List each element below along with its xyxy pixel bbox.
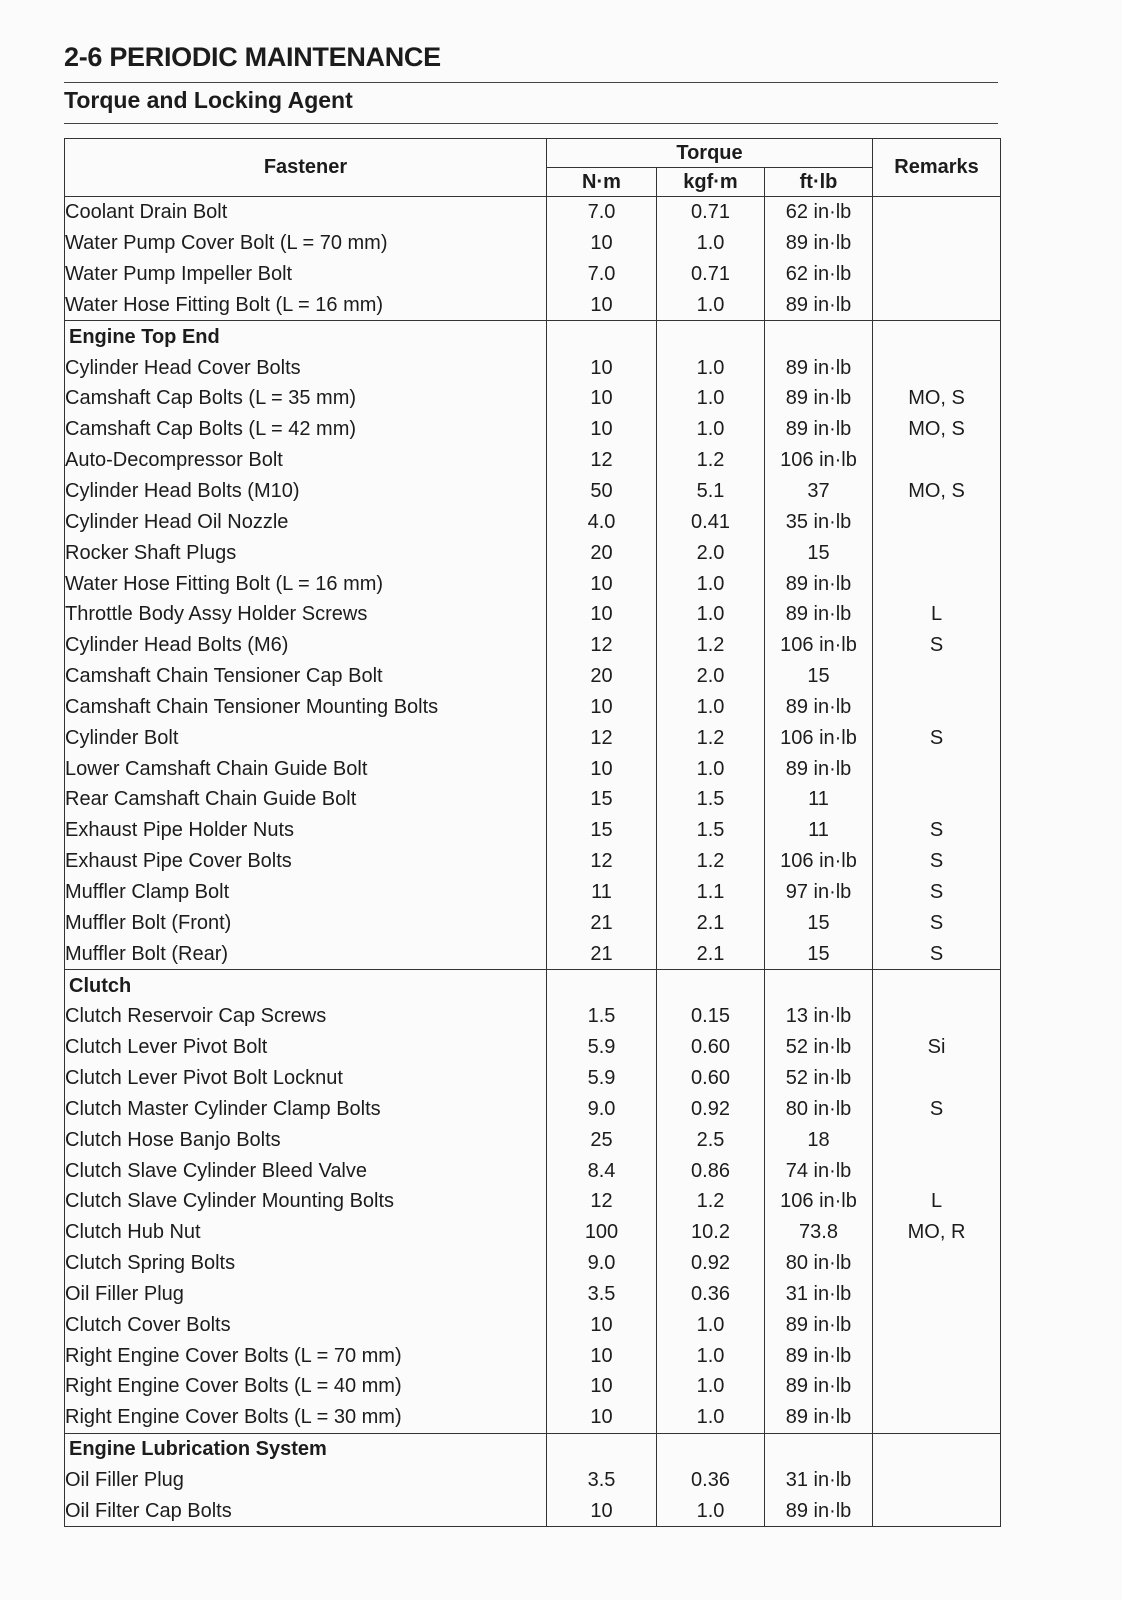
kgfm-cell: 2.0 — [657, 661, 765, 692]
remarks-cell: MO, R — [873, 1217, 1001, 1248]
remarks-cell — [873, 259, 1001, 290]
remarks-cell — [873, 1402, 1001, 1433]
fastener-cell: Rocker Shaft Plugs — [65, 537, 547, 568]
remarks-cell: Si — [873, 1032, 1001, 1063]
nm-cell: 10 — [547, 352, 657, 383]
remarks-cell — [873, 1279, 1001, 1310]
fastener-cell: Right Engine Cover Bolts (L = 30 mm) — [65, 1402, 547, 1433]
ftlb-cell: 106 in·lb — [765, 722, 873, 753]
nm-cell: 10 — [547, 1495, 657, 1526]
kgfm-cell: 1.0 — [657, 1340, 765, 1371]
kgfm-cell: 1.0 — [657, 568, 765, 599]
fastener-cell: Clutch Spring Bolts — [65, 1248, 547, 1279]
nm-cell: 12 — [547, 846, 657, 877]
ftlb-cell: 35 in·lb — [765, 506, 873, 537]
torque-header: Torque — [547, 139, 873, 168]
kgfm-cell: 1.0 — [657, 1402, 765, 1433]
kgfm-cell: 0.41 — [657, 506, 765, 537]
fastener-cell: Right Engine Cover Bolts (L = 70 mm) — [65, 1340, 547, 1371]
fastener-cell: Camshaft Cap Bolts (L = 35 mm) — [65, 383, 547, 414]
empty-cell — [765, 970, 873, 1001]
remarks-cell — [873, 1495, 1001, 1526]
table-row — [65, 1248, 1001, 1279]
remarks-cell — [873, 1309, 1001, 1340]
table-row — [65, 1155, 1001, 1186]
table-row — [65, 599, 1001, 630]
kgfm-cell: 10.2 — [657, 1217, 765, 1248]
remarks-cell: S — [873, 1093, 1001, 1124]
nm-cell: 12 — [547, 445, 657, 476]
fastener-cell: Clutch Hub Nut — [65, 1217, 547, 1248]
remarks-cell — [873, 537, 1001, 568]
nm-cell: 4.0 — [547, 506, 657, 537]
remarks-cell — [873, 197, 1001, 228]
empty-cell — [657, 1433, 765, 1464]
empty-cell — [657, 970, 765, 1001]
table-row — [65, 1495, 1001, 1526]
table-row — [65, 1001, 1001, 1032]
empty-cell — [765, 1433, 873, 1464]
section-divider — [64, 123, 998, 124]
table-row — [65, 907, 1001, 938]
nm-cell: 7.0 — [547, 197, 657, 228]
nm-cell: 50 — [547, 476, 657, 507]
nm-cell: 12 — [547, 722, 657, 753]
table-row — [65, 1279, 1001, 1310]
table-row — [65, 630, 1001, 661]
fastener-cell: Muffler Clamp Bolt — [65, 877, 547, 908]
kgfm-cell: 0.60 — [657, 1063, 765, 1094]
nm-cell: 8.4 — [547, 1155, 657, 1186]
nm-header: N·m — [547, 168, 657, 197]
fastener-cell: Exhaust Pipe Holder Nuts — [65, 815, 547, 846]
kgfm-cell: 2.1 — [657, 907, 765, 938]
ftlb-cell: 52 in·lb — [765, 1063, 873, 1094]
fastener-cell: Cylinder Head Bolts (M10) — [65, 476, 547, 507]
fastener-cell: Cylinder Head Bolts (M6) — [65, 630, 547, 661]
table-body — [65, 197, 1001, 1527]
kgfm-cell: 1.0 — [657, 599, 765, 630]
nm-cell: 21 — [547, 938, 657, 969]
table-row — [65, 846, 1001, 877]
nm-cell: 21 — [547, 907, 657, 938]
page-title: 2-6 PERIODIC MAINTENANCE — [64, 42, 441, 72]
fastener-cell: Muffler Bolt (Front) — [65, 907, 547, 938]
fastener-cell: Cylinder Head Cover Bolts — [65, 352, 547, 383]
fastener-cell: Clutch Lever Pivot Bolt — [65, 1032, 547, 1063]
fastener-cell: Cylinder Bolt — [65, 722, 547, 753]
table-row — [65, 506, 1001, 537]
ftlb-header: ft·lb — [765, 168, 873, 197]
table-row — [65, 938, 1001, 969]
table-row — [65, 1063, 1001, 1094]
table-row — [65, 537, 1001, 568]
nm-cell: 25 — [547, 1124, 657, 1155]
kgfm-cell: 1.5 — [657, 815, 765, 846]
kgfm-header: kgf·m — [657, 168, 765, 197]
page-header — [64, 40, 998, 124]
group-label: Engine Top End — [65, 321, 547, 352]
fastener-cell: Water Pump Cover Bolt (L = 70 mm) — [65, 228, 547, 259]
group-row — [65, 1433, 1001, 1464]
empty-cell — [547, 970, 657, 1001]
nm-cell: 15 — [547, 784, 657, 815]
fastener-cell: Clutch Slave Cylinder Bleed Valve — [65, 1155, 547, 1186]
table-row — [65, 661, 1001, 692]
fastener-cell: Camshaft Cap Bolts (L = 42 mm) — [65, 414, 547, 445]
remarks-cell: S — [873, 938, 1001, 969]
remarks-cell — [873, 1124, 1001, 1155]
ftlb-cell: 37 — [765, 476, 873, 507]
kgfm-cell: 0.71 — [657, 259, 765, 290]
kgfm-cell: 0.15 — [657, 1001, 765, 1032]
fastener-cell: Water Hose Fitting Bolt (L = 16 mm) — [65, 290, 547, 321]
fastener-cell: Oil Filler Plug — [65, 1465, 547, 1496]
table-row — [65, 815, 1001, 846]
header-divider — [64, 82, 998, 83]
ftlb-cell: 89 in·lb — [765, 352, 873, 383]
ftlb-cell: 73.8 — [765, 1217, 873, 1248]
table-row — [65, 1124, 1001, 1155]
fastener-cell: Oil Filter Cap Bolts — [65, 1495, 547, 1526]
table-row — [65, 1309, 1001, 1340]
fastener-header: Fastener — [65, 139, 547, 197]
fastener-cell: Lower Camshaft Chain Guide Bolt — [65, 753, 547, 784]
empty-cell — [547, 321, 657, 352]
remarks-header: Remarks — [873, 139, 1001, 197]
ftlb-cell: 52 in·lb — [765, 1032, 873, 1063]
kgfm-cell: 5.1 — [657, 476, 765, 507]
ftlb-cell: 89 in·lb — [765, 599, 873, 630]
kgfm-cell: 0.36 — [657, 1465, 765, 1496]
remarks-cell — [873, 1155, 1001, 1186]
remarks-cell — [873, 753, 1001, 784]
table-row — [65, 445, 1001, 476]
kgfm-cell: 1.0 — [657, 383, 765, 414]
table-row — [65, 1186, 1001, 1217]
remarks-cell: L — [873, 1186, 1001, 1217]
nm-cell: 10 — [547, 753, 657, 784]
ftlb-cell: 80 in·lb — [765, 1248, 873, 1279]
kgfm-cell: 2.0 — [657, 537, 765, 568]
fastener-cell: Rear Camshaft Chain Guide Bolt — [65, 784, 547, 815]
nm-cell: 20 — [547, 537, 657, 568]
kgfm-cell: 1.0 — [657, 1309, 765, 1340]
table-row — [65, 1371, 1001, 1402]
table-row — [65, 877, 1001, 908]
remarks-cell — [873, 506, 1001, 537]
kgfm-cell: 1.2 — [657, 1186, 765, 1217]
fastener-cell: Clutch Slave Cylinder Mounting Bolts — [65, 1186, 547, 1217]
group-row — [65, 321, 1001, 352]
nm-cell: 12 — [547, 1186, 657, 1217]
remarks-cell — [873, 692, 1001, 723]
remarks-cell — [873, 1063, 1001, 1094]
ftlb-cell: 97 in·lb — [765, 877, 873, 908]
ftlb-cell: 89 in·lb — [765, 1309, 873, 1340]
ftlb-cell: 15 — [765, 907, 873, 938]
table-row — [65, 753, 1001, 784]
remarks-cell — [873, 1001, 1001, 1032]
fastener-cell: Clutch Reservoir Cap Screws — [65, 1001, 547, 1032]
remarks-cell — [873, 228, 1001, 259]
kgfm-cell: 1.0 — [657, 692, 765, 723]
nm-cell: 10 — [547, 290, 657, 321]
kgfm-cell: 0.92 — [657, 1093, 765, 1124]
table-row — [65, 722, 1001, 753]
nm-cell: 10 — [547, 692, 657, 723]
kgfm-cell: 1.5 — [657, 784, 765, 815]
ftlb-cell: 89 in·lb — [765, 692, 873, 723]
remarks-cell — [873, 1340, 1001, 1371]
nm-cell: 11 — [547, 877, 657, 908]
kgfm-cell: 0.92 — [657, 1248, 765, 1279]
remarks-cell — [873, 290, 1001, 321]
nm-cell: 1.5 — [547, 1001, 657, 1032]
remarks-cell: MO, S — [873, 383, 1001, 414]
group-label: Clutch — [65, 970, 547, 1001]
nm-cell: 10 — [547, 414, 657, 445]
kgfm-cell: 1.0 — [657, 414, 765, 445]
kgfm-cell: 1.0 — [657, 228, 765, 259]
table-row — [65, 1032, 1001, 1063]
nm-cell: 10 — [547, 228, 657, 259]
nm-cell: 10 — [547, 568, 657, 599]
ftlb-cell: 89 in·lb — [765, 1402, 873, 1433]
nm-cell: 3.5 — [547, 1279, 657, 1310]
nm-cell: 5.9 — [547, 1063, 657, 1094]
table-row — [65, 352, 1001, 383]
remarks-cell: MO, S — [873, 414, 1001, 445]
ftlb-cell: 80 in·lb — [765, 1093, 873, 1124]
table-row — [65, 228, 1001, 259]
ftlb-cell: 89 in·lb — [765, 290, 873, 321]
fastener-cell: Auto-Decompressor Bolt — [65, 445, 547, 476]
fastener-cell: Camshaft Chain Tensioner Mounting Bolts — [65, 692, 547, 723]
fastener-cell: Clutch Master Cylinder Clamp Bolts — [65, 1093, 547, 1124]
nm-cell: 10 — [547, 599, 657, 630]
ftlb-cell: 106 in·lb — [765, 630, 873, 661]
kgfm-cell: 0.71 — [657, 197, 765, 228]
kgfm-cell: 0.86 — [657, 1155, 765, 1186]
remarks-cell — [873, 1465, 1001, 1496]
nm-cell: 3.5 — [547, 1465, 657, 1496]
ftlb-cell: 13 in·lb — [765, 1001, 873, 1032]
ftlb-cell: 89 in·lb — [765, 1340, 873, 1371]
nm-cell: 7.0 — [547, 259, 657, 290]
ftlb-cell: 74 in·lb — [765, 1155, 873, 1186]
remarks-cell — [873, 1371, 1001, 1402]
remarks-cell: S — [873, 630, 1001, 661]
empty-cell — [873, 1433, 1001, 1464]
kgfm-cell: 1.2 — [657, 630, 765, 661]
remarks-cell: S — [873, 815, 1001, 846]
remarks-cell: L — [873, 599, 1001, 630]
nm-cell: 20 — [547, 661, 657, 692]
nm-cell: 10 — [547, 1309, 657, 1340]
kgfm-cell: 1.0 — [657, 753, 765, 784]
nm-cell: 5.9 — [547, 1032, 657, 1063]
table-row — [65, 197, 1001, 228]
ftlb-cell: 62 in·lb — [765, 259, 873, 290]
kgfm-cell: 2.1 — [657, 938, 765, 969]
fastener-cell: Coolant Drain Bolt — [65, 197, 547, 228]
empty-cell — [765, 321, 873, 352]
ftlb-cell: 89 in·lb — [765, 753, 873, 784]
fastener-cell: Exhaust Pipe Cover Bolts — [65, 846, 547, 877]
kgfm-cell: 2.5 — [657, 1124, 765, 1155]
empty-cell — [873, 321, 1001, 352]
remarks-cell: S — [873, 877, 1001, 908]
table-row — [65, 1093, 1001, 1124]
remarks-cell: MO, S — [873, 476, 1001, 507]
kgfm-cell: 1.0 — [657, 1495, 765, 1526]
kgfm-cell: 1.2 — [657, 722, 765, 753]
table-row — [65, 784, 1001, 815]
nm-cell: 10 — [547, 383, 657, 414]
fastener-cell: Muffler Bolt (Rear) — [65, 938, 547, 969]
fastener-cell: Water Pump Impeller Bolt — [65, 259, 547, 290]
table-row — [65, 568, 1001, 599]
remarks-cell — [873, 445, 1001, 476]
ftlb-cell: 89 in·lb — [765, 568, 873, 599]
ftlb-cell: 15 — [765, 938, 873, 969]
table-row — [65, 692, 1001, 723]
kgfm-cell: 1.0 — [657, 290, 765, 321]
fastener-cell: Clutch Hose Banjo Bolts — [65, 1124, 547, 1155]
empty-cell — [657, 321, 765, 352]
ftlb-cell: 89 in·lb — [765, 1495, 873, 1526]
remarks-cell — [873, 1248, 1001, 1279]
remarks-cell: S — [873, 846, 1001, 877]
remarks-cell — [873, 784, 1001, 815]
table-row — [65, 290, 1001, 321]
table-row — [65, 476, 1001, 507]
fastener-cell: Water Hose Fitting Bolt (L = 16 mm) — [65, 568, 547, 599]
table-row — [65, 383, 1001, 414]
ftlb-cell: 89 in·lb — [765, 414, 873, 445]
kgfm-cell: 1.0 — [657, 352, 765, 383]
fastener-cell: Clutch Lever Pivot Bolt Locknut — [65, 1063, 547, 1094]
nm-cell: 9.0 — [547, 1248, 657, 1279]
group-row — [65, 970, 1001, 1001]
remarks-cell — [873, 568, 1001, 599]
kgfm-cell: 1.2 — [657, 846, 765, 877]
fastener-cell: Cylinder Head Oil Nozzle — [65, 506, 547, 537]
ftlb-cell: 106 in·lb — [765, 846, 873, 877]
ftlb-cell: 89 in·lb — [765, 1371, 873, 1402]
remarks-cell — [873, 352, 1001, 383]
table-row — [65, 1465, 1001, 1496]
torque-table — [64, 138, 1001, 1527]
ftlb-cell: 11 — [765, 784, 873, 815]
fastener-cell: Oil Filler Plug — [65, 1279, 547, 1310]
table-row — [65, 1402, 1001, 1433]
remarks-cell: S — [873, 722, 1001, 753]
table-row — [65, 259, 1001, 290]
ftlb-cell: 89 in·lb — [765, 383, 873, 414]
ftlb-cell: 89 in·lb — [765, 228, 873, 259]
ftlb-cell: 31 in·lb — [765, 1279, 873, 1310]
kgfm-cell: 1.2 — [657, 445, 765, 476]
empty-cell — [873, 970, 1001, 1001]
ftlb-cell: 62 in·lb — [765, 197, 873, 228]
ftlb-cell: 15 — [765, 661, 873, 692]
kgfm-cell: 1.1 — [657, 877, 765, 908]
group-label: Engine Lubrication System — [65, 1433, 547, 1464]
ftlb-cell: 15 — [765, 537, 873, 568]
ftlb-cell: 106 in·lb — [765, 1186, 873, 1217]
kgfm-cell: 0.36 — [657, 1279, 765, 1310]
table-row — [65, 414, 1001, 445]
nm-cell: 100 — [547, 1217, 657, 1248]
ftlb-cell: 31 in·lb — [765, 1465, 873, 1496]
fastener-cell: Throttle Body Assy Holder Screws — [65, 599, 547, 630]
fastener-cell: Camshaft Chain Tensioner Cap Bolt — [65, 661, 547, 692]
fastener-cell: Clutch Cover Bolts — [65, 1309, 547, 1340]
remarks-cell — [873, 661, 1001, 692]
nm-cell: 10 — [547, 1340, 657, 1371]
ftlb-cell: 18 — [765, 1124, 873, 1155]
table-row — [65, 1217, 1001, 1248]
kgfm-cell: 0.60 — [657, 1032, 765, 1063]
table-row — [65, 1340, 1001, 1371]
fastener-cell: Right Engine Cover Bolts (L = 40 mm) — [65, 1371, 547, 1402]
nm-cell: 10 — [547, 1402, 657, 1433]
nm-cell: 12 — [547, 630, 657, 661]
kgfm-cell: 1.0 — [657, 1371, 765, 1402]
nm-cell: 10 — [547, 1371, 657, 1402]
ftlb-cell: 11 — [765, 815, 873, 846]
ftlb-cell: 106 in·lb — [765, 445, 873, 476]
nm-cell: 9.0 — [547, 1093, 657, 1124]
section-title: Torque and Locking Agent — [64, 87, 353, 113]
nm-cell: 15 — [547, 815, 657, 846]
remarks-cell: S — [873, 907, 1001, 938]
empty-cell — [547, 1433, 657, 1464]
